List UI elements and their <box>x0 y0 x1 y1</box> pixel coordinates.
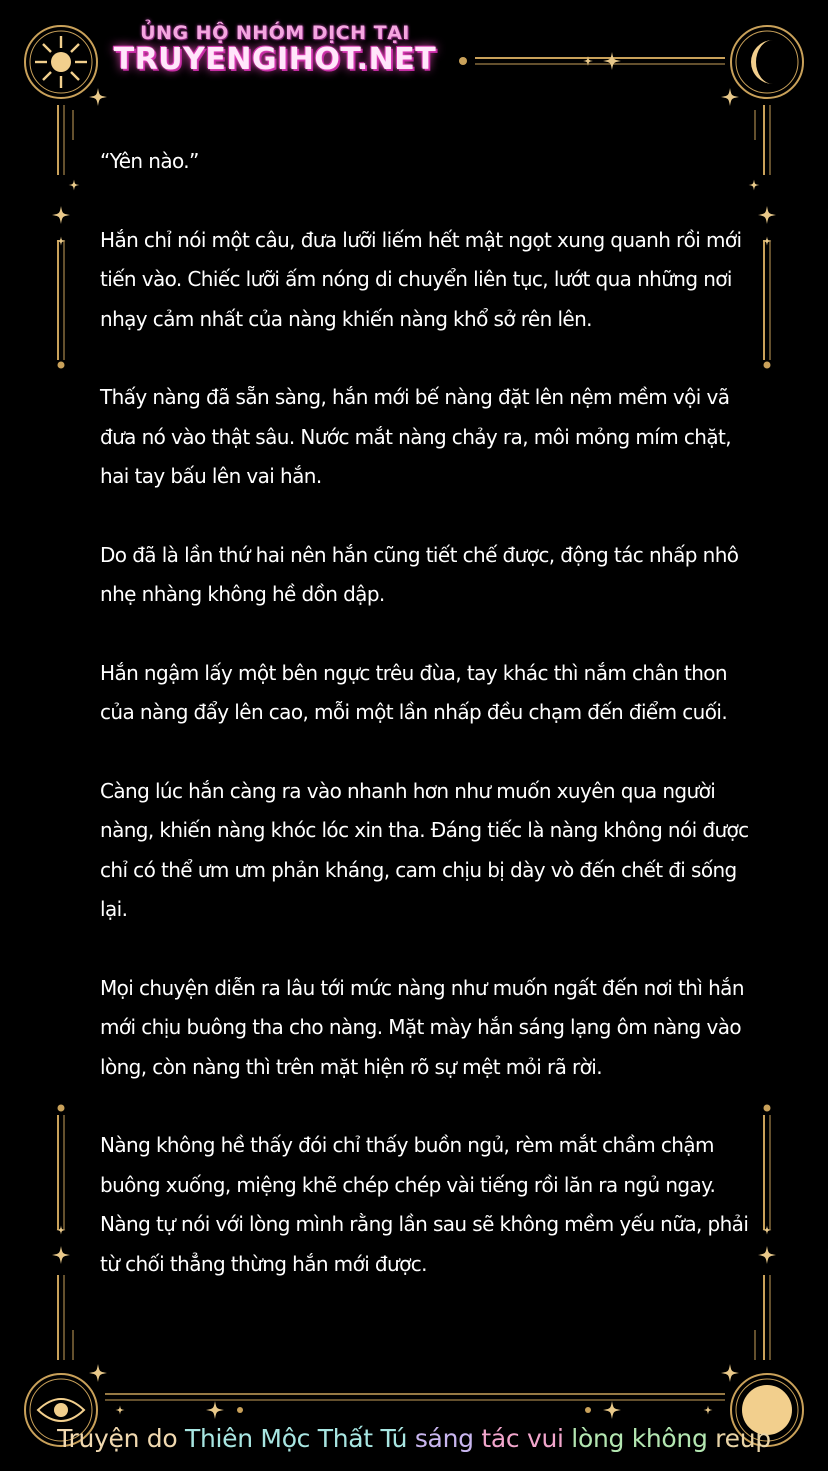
paragraph: Hắn chỉ nói một câu, đưa lưỡi liếm hết mật ngọt xung quanh rồi mới tiến vào. Chiếc lưỡi ấm nóng di chuyển liên tục, lướt qua những nơi nhạy cảm nhất của nàng khiến nàng khổ sở rên lên. <box>100 227 742 331</box>
paragraph: Thấy nàng đã sẵn sàng, hắn mới bế nàng đặt lên nệm mềm vội vã đưa nó vào thật sâu. Nước mắt nàng chảy ra, môi mỏng mím chặt, hai tay bấu lên vai hắn. <box>100 385 732 488</box>
paragraph: Do đã là lần thứ hai nên hắn cũng tiết chế được, động tác nhấp nhô nhẹ nhàng không hề dồn dập. <box>100 542 739 606</box>
paragraph: Càng lúc hắn càng ra vào nhanh hơn như muốn xuyên qua người nàng, khiến nàng khóc lóc xin tha. Đáng tiếc là nàng không nói được chỉ có thể ưm ưm phản kháng, cam chịu bị dày vò đến chết đi sống lại. <box>100 778 749 921</box>
credit-part: reup <box>707 1424 771 1453</box>
story-text <box>100 142 750 1323</box>
credit-part: Truyện do <box>57 1424 185 1453</box>
moon-icon <box>731 26 803 98</box>
paragraph: Nàng không hề thấy đói chỉ thấy buồn ngủ, rèm mắt chầm chậm buông xuống, miệng khẽ chép chép vài tiếng rồi lăn ra ngủ ngay. Nàng tự nói với lòng mình rằng lần sau sẽ không mềm yếu nữa, phải từ chối thẳng thừng hắn mới được. <box>100 1133 749 1276</box>
banner-site-name: TRUYENGIHOT.NET <box>113 42 437 77</box>
credit-part: sáng <box>407 1424 482 1453</box>
banner-subtitle: ỦNG HỘ NHÓM DỊCH TẠI <box>140 22 410 44</box>
credit-author: Thiên Mộc Thất Tú <box>184 1424 408 1453</box>
paragraph: Mọi chuyện diễn ra lâu tới mức nàng như muốn ngất đến nơi thì hắn mới chịu buông tha cho nàng. Mặt mày hắn sáng lạng ôm nàng vào lòng, còn nàng thì trên mặt hiện rõ sự mệt mỏi rã rời. <box>100 975 744 1079</box>
credit-footer <box>0 1424 828 1453</box>
paragraph: “Yên nào.” <box>100 149 199 173</box>
promo-banner <box>100 22 450 77</box>
sun-icon <box>25 26 97 98</box>
credit-part: lòng không <box>571 1424 708 1453</box>
paragraph: Hắn ngậm lấy một bên ngực trêu đùa, tay khác thì nắm chân thon của nàng đẩy lên cao, mỗi một lần nhấp đều chạm đến điểm cuối. <box>100 660 728 724</box>
credit-part: tác vui <box>481 1424 572 1453</box>
